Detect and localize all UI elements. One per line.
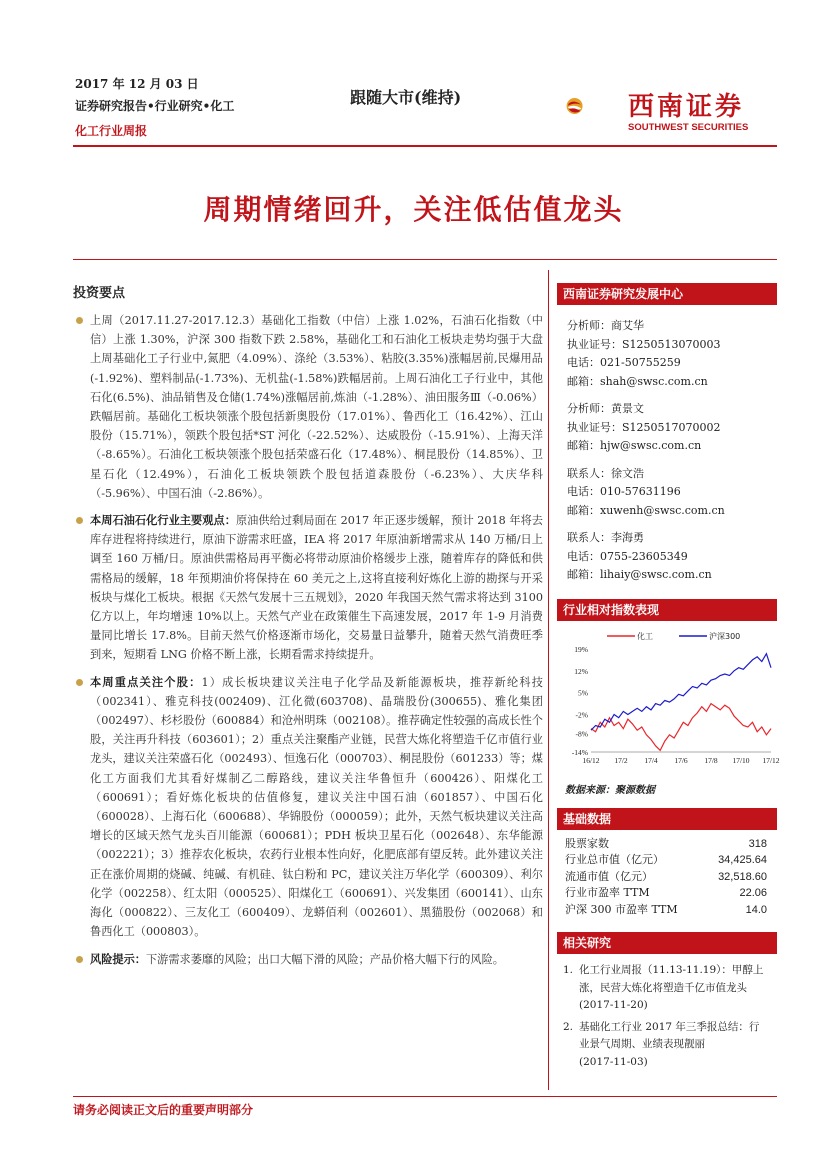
analyst-email[interactable]: 邮箱：hjw@swsc.com.cn [567,439,702,452]
y-axis-ticks [572,645,588,757]
fundamental-value: 32,518.60 [718,870,767,883]
chart-legend [607,631,740,641]
contact-email[interactable]: 邮箱：lihaiy@swsc.com.cn [567,568,712,581]
bullet-text: 上周（2017.11.27-2017.12.3）基础化工指数（中信）上涨 1.02%，石油石化指数（中信）上涨 1.30%，沪深 300 指数下跌 2.58%，基础化工和石油化工板块走势均强于大盘上周基础化工子行业中,氮肥（4.09%）、涤纶（3.53%）、粘胶(3.35%)涨幅居前,民爆用品(-1.92%)、塑料制品(-1.73%)、无机盐(-1.58%)跌幅居前。上周石油化工子行业中，其他石化(6.5%)、油品销售及仓储(1.74%)涨幅居前,炼油（-1.28%）、油田服务Ⅲ（-0.06%）跌幅居前。基础化工板块领涨个股包括新奥股份（17.01%）、鲁西化工（16.42%）、江山股份（15.71%），领跌个股包括*ST 河化（-22.52%）、达威股份（-15.91%）、上海天洋（-8.65%）。石油化工板块领涨个股包括荣盛石化（17.48%）、桐昆股份（14.85%）、卫星石化（12.49%），石油化工板块领跌个股包括道森股份（-6.23%）、大庆华科（-5.96%）、中国石油（-2.86%）。 [90,314,543,500]
bullet-text: 1）成长板块建议关注电子化学品及新能源板块，推荐新纶科技（002341）、雅克科技(002409)、江化微(603708)、晶瑞股份(300655)、雅化集团（002497）、杉杉股份（600884）和沧州明珠（002108）。推荐确定性较强的高成长性个股，关注再升科技（603601）；2）重点关注聚酯产业链，民营大炼化将塑造千亿市值行业龙头，建议关注荣盛石化（002493）、恒逸石化（000703）、桐昆股份（601233）等；煤化工方面我们尤其看好煤制乙二醇路线，建议关注华鲁恒升（600426）、阳煤化工（600691）；看好炼化板块的估值修复，建议关注中国石油（601857）、中国石化（600028）、上海石化（600688）、华锦股份（000059）；此外，天然气板块建议关注高增长的区域天然气龙头百川能源（600681）；PDH 板块卫星石化（002648）、东华能源（002221）；3）推荐农化板块，农药行业根本性向好，化肥底部有望反转。此外建议关注正在涨价周期的烧碱、纯碱、有机硅、钛白粉和 PC，建议关注万华化学（600309）、利尔化学（002258）、红太阳（000525）、阳煤化工（600691）、兴发集团（600141）、山东海化（000822）、三友化工（600409）、龙蟒佰利（002601）、黑猫股份（002068）和鲁西化工（000803）。 [90,675,543,939]
page-title: 周期情绪回升，关注低估值龙头 [203,193,624,226]
related-item-line: 化工行业周报（11.13-11.19）：甲醇上 [579,964,764,976]
fundamental-value: 318 [748,837,767,850]
contact-line: 联系人：徐文浩 [567,466,644,480]
series-line-hs300 [591,653,771,730]
bullet-lead: 本周石油石化行业主要观点： [90,513,236,528]
x-tick-label: 17/10 [732,755,750,765]
y-tick-label: 12% [574,666,588,676]
bullet-dot-icon [76,317,83,324]
related-item-number: 1. [563,964,574,976]
sidebar [557,283,780,1071]
bullet-dot-icon [76,679,83,686]
column-divider [548,270,549,1090]
table-row [557,836,777,853]
x-axis-ticks [582,756,779,765]
section-title: 投资要点 [73,286,126,301]
table-row [557,902,777,919]
related-item[interactable] [557,962,777,1015]
brand-logo-icon [566,75,626,137]
analyst-line: 分析师：商艾华 [567,319,644,332]
bullet-dot-icon [76,956,83,963]
industry-label: 化工行业周报 [75,124,148,138]
bullet-petrochemical-view [73,511,543,665]
fundamental-value: 34,425.64 [718,854,767,866]
report-date: 2017 年 12 月 03 日 [75,77,199,91]
research-center-band: 西南证券研究发展中心 [557,283,777,305]
y-tick-label: -2% [575,710,588,720]
y-tick-label: -14% [571,747,588,757]
legend-label-chemical: 化工 [637,631,653,641]
report-type: 证券研究报告•行业研究•化工 [75,99,235,113]
y-tick-label: -8% [575,728,588,738]
x-tick-label: 17/4 [644,755,658,765]
fundamental-label: 行业市盈率 TTM [565,886,650,899]
analyst-line: 电话：021-50755259 [567,356,681,369]
related-item[interactable] [557,1019,777,1072]
contact-email[interactable]: 邮箱：xuwenh@swsc.com.cn [567,503,725,517]
chart-svg [557,627,780,777]
data-source-note: 数据来源：聚源数据 [565,784,655,796]
brand-name-cn: 西南证券 [628,92,745,122]
related-item-line: 涨，民营大炼化将塑造千亿市值龙头 [579,981,747,994]
relative-index-chart [557,627,780,777]
related-item-date: (2017-11-20) [579,999,648,1011]
bullet-text: 下游需求萎靡的风险；出口大幅下滑的风险；产品价格大幅下行的风险。 [145,952,504,966]
related-item-number: 2. [563,1020,574,1033]
table-row [557,869,777,886]
table-row [557,885,777,902]
fundamentals-table [557,836,777,919]
related-item-date: (2017-11-03) [579,1055,648,1068]
fundamental-label: 行业总市值（亿元） [565,853,664,866]
bullet-text: 原油供给过剩局面在 2017 年正逐步缓解，预计 2018 年将去库存进程将持续进行，原油下游需求旺盛，IEA 将 2017 年原油新增需求从 140 万桶/日上调至 160 万桶/日。原油供需格局再平衡必将带动原油价格缓步上涨，随着库存的降低和供需格局的缓解，18 年预期油价将保持在 60 美元之上,这将直接利好炼化上游的勘探与开采板块与煤化工板块。根据《天然气发展十三五规划》，2020 年我国天然气需求将达到 3100 亿方以上，年均增速 10%以上。天然气产业在政策催生下高速发展，2017 年 1-9 月消费量同比增长 17.8%。目前天然气价格逐渐市场化，交易量日益攀升，随着天然气消费旺季到来，短期看 LNG 价格不断上涨，长期看需求持续提升。 [90,514,543,662]
related-item-line: 业景气周期、业绩表现靓丽 [579,1038,705,1050]
bullet-market-review [73,311,543,503]
x-tick-label: 17/2 [614,755,628,765]
analyst-line: 执业证号：S1250513070003 [567,337,721,351]
index-chart-band: 行业相对指数表现 [557,599,777,621]
series-line-chemical [591,703,771,750]
brand-name-en: SOUTHWEST SECURITIES [628,122,749,133]
bullet-risk [73,950,543,969]
analyst-block [557,317,777,585]
y-tick-label: 5% [578,688,588,698]
header-divider [73,145,777,147]
x-tick-label: 16/12 [582,755,600,765]
x-tick-label: 17/6 [674,755,688,765]
analyst-email[interactable]: 邮箱：shah@swsc.com.cn [567,374,708,388]
title-divider [73,259,777,260]
main-content [73,276,543,977]
related-item-line: 基础化工行业 2017 年三季报总结：行 [579,1020,760,1033]
footer-divider [73,1096,777,1097]
footer-disclaimer: 请务必阅读正文后的重要声明部分 [73,1103,254,1117]
fundamental-label: 流通市值（亿元） [565,869,653,883]
rating-label: 跟随大市(维持) [350,88,462,107]
table-row [557,852,777,869]
x-tick-label: 17/8 [704,755,718,765]
fundamental-value: 14.0 [745,903,767,916]
analyst-line: 分析师：黄景文 [567,402,644,415]
contact-line: 电话：010-57631196 [567,485,681,498]
related-research-band: 相关研究 [557,932,777,954]
fundamental-label: 沪深 300 市盈率 TTM [565,902,678,916]
fundamental-value: 22.06 [739,887,767,899]
fundamental-label: 股票家数 [565,836,609,850]
bullet-lead: 风险提示： [90,951,146,966]
contact-line: 电话：0755-23605349 [567,549,688,563]
bullet-key-stocks [73,673,543,942]
contact-line: 联系人：李海勇 [567,531,644,544]
y-tick-label: 19% [574,644,588,654]
fundamentals-band: 基础数据 [557,808,777,830]
bullet-dot-icon [76,517,83,524]
x-tick-label: 17/12 [762,755,780,765]
legend-label-hs300: 沪深300 [709,631,741,641]
analyst-line: 执业证号：S1250517070002 [567,420,721,434]
bullet-lead: 本周重点关注个股： [90,674,202,689]
